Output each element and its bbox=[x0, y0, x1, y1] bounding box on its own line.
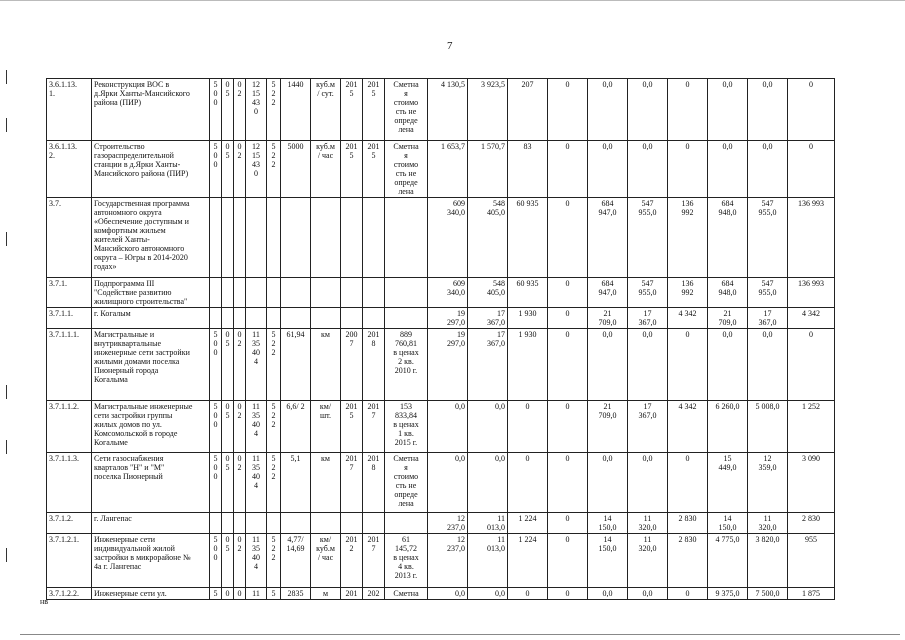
table-cell bbox=[234, 308, 246, 329]
item-code-cell: 3.7.1.2. bbox=[47, 513, 92, 534]
table-cell: 2 830 bbox=[668, 513, 708, 534]
table-cell: 5000 bbox=[281, 141, 311, 198]
table-cell: 17 367,0 bbox=[748, 308, 788, 329]
scan-bottom-edge bbox=[20, 634, 900, 635]
table-cell bbox=[341, 513, 363, 534]
table-cell bbox=[385, 198, 428, 278]
table-cell: 201 5 bbox=[341, 401, 363, 453]
table-cell: 5 0 0 bbox=[210, 534, 222, 588]
table-cell: 5 2 2 bbox=[267, 534, 281, 588]
table-cell: 201 5 bbox=[363, 141, 385, 198]
table-cell: 5 0 0 bbox=[210, 401, 222, 453]
table-cell: км bbox=[311, 453, 341, 513]
table-cell: 2 830 bbox=[788, 513, 835, 534]
table-cell: 609 340,0 bbox=[428, 278, 468, 308]
table-cell: 207 bbox=[508, 79, 548, 141]
table-cell: Сметна я стоимо сть не опреде лена bbox=[385, 79, 428, 141]
table-cell bbox=[234, 278, 246, 308]
table-cell: 547 955,0 bbox=[628, 198, 668, 278]
table-cell: 5 0 0 bbox=[210, 329, 222, 401]
table-row bbox=[47, 308, 835, 329]
table-cell: 5 2 2 bbox=[267, 79, 281, 141]
table-cell: 0 2 bbox=[234, 401, 246, 453]
table-cell bbox=[222, 308, 234, 329]
table-cell bbox=[210, 308, 222, 329]
table-cell: 0 2 bbox=[234, 329, 246, 401]
table-cell bbox=[281, 278, 311, 308]
table-cell: 1440 bbox=[281, 79, 311, 141]
item-name-cell: Магистральные инженерные сети застройки группы жилых домов по ул. Комсомольской в городе Когалыме bbox=[92, 401, 210, 453]
table-cell: 0,0 bbox=[748, 329, 788, 401]
table-cell: 3 090 bbox=[788, 453, 835, 513]
table-cell: 547 955,0 bbox=[748, 278, 788, 308]
table-cell: 11 35 40 4 bbox=[246, 401, 267, 453]
table-cell: 0 5 bbox=[222, 401, 234, 453]
table-cell: 17 367,0 bbox=[628, 401, 668, 453]
table-cell: 0 bbox=[508, 453, 548, 513]
table-cell: 7 500,0 bbox=[748, 588, 788, 600]
table-cell: 19 297,0 bbox=[428, 308, 468, 329]
table-cell: 5,1 bbox=[281, 453, 311, 513]
table-cell: 684 947,0 bbox=[588, 278, 628, 308]
table-cell: 0,0 bbox=[588, 453, 628, 513]
table-cell: 60 935 bbox=[508, 278, 548, 308]
table-cell: 0,0 bbox=[628, 141, 668, 198]
table-cell: 0 2 bbox=[234, 534, 246, 588]
table-cell: 0 bbox=[668, 588, 708, 600]
table-row bbox=[47, 141, 835, 198]
item-name-cell: Инженерные сети ул. bbox=[92, 588, 210, 600]
table-cell: 21 709,0 bbox=[588, 401, 628, 453]
table-cell: 0,0 bbox=[588, 79, 628, 141]
table-cell: 684 948,0 bbox=[708, 278, 748, 308]
table-cell: 9 375,0 bbox=[708, 588, 748, 600]
table-cell bbox=[222, 198, 234, 278]
table-cell: 0 bbox=[548, 513, 588, 534]
table-cell bbox=[210, 513, 222, 534]
item-name-cell: Государственная программа автономного округа «Обеспечение доступным и комфортным жильем жителей Ханты- Мансийского автономного округа – Югры в 2014-2020 годах» bbox=[92, 198, 210, 278]
table-cell: 0 bbox=[548, 79, 588, 141]
table-cell: 0 bbox=[788, 141, 835, 198]
table-cell: 0 5 bbox=[222, 141, 234, 198]
table-cell: 0,0 bbox=[628, 79, 668, 141]
table-cell: 0,0 bbox=[468, 588, 508, 600]
table-cell: м bbox=[311, 588, 341, 600]
table-cell: 201 7 bbox=[363, 534, 385, 588]
table-cell: 0 bbox=[548, 278, 588, 308]
item-code-cell: 3.7.1.1. bbox=[47, 308, 92, 329]
table-cell: куб.м / сут. bbox=[311, 79, 341, 141]
binding-mark bbox=[6, 232, 7, 246]
item-code-cell: 3.7.1.2.1. bbox=[47, 534, 92, 588]
binding-mark bbox=[6, 385, 7, 399]
table-cell: 0,0 bbox=[628, 329, 668, 401]
table-cell: 0 bbox=[222, 588, 234, 600]
table-cell: 889 760,81 в ценах 2 кв. 2010 г. bbox=[385, 329, 428, 401]
table-cell: 201 7 bbox=[341, 453, 363, 513]
table-cell: 11 320,0 bbox=[628, 513, 668, 534]
table-cell: 0,0 bbox=[588, 588, 628, 600]
table-cell: 1 653,7 bbox=[428, 141, 468, 198]
table-cell: 0,0 bbox=[628, 588, 668, 600]
table-cell: 0 bbox=[548, 308, 588, 329]
table-cell: 60 935 bbox=[508, 198, 548, 278]
table-cell: 1 252 bbox=[788, 401, 835, 453]
table-cell: 955 bbox=[788, 534, 835, 588]
table-cell: 201 8 bbox=[363, 453, 385, 513]
table-row bbox=[47, 588, 835, 600]
table-cell bbox=[311, 198, 341, 278]
table-cell: 0 bbox=[668, 329, 708, 401]
table-cell: 201 2 bbox=[341, 534, 363, 588]
table-cell bbox=[222, 278, 234, 308]
table-cell: 2835 bbox=[281, 588, 311, 600]
table-cell: 2 830 bbox=[668, 534, 708, 588]
table-cell: 0,0 bbox=[428, 453, 468, 513]
table-cell bbox=[311, 278, 341, 308]
table-cell: 201 5 bbox=[341, 141, 363, 198]
table-cell: 136 992 bbox=[668, 198, 708, 278]
table-cell: 5 2 2 bbox=[267, 329, 281, 401]
table-cell: 4 130,5 bbox=[428, 79, 468, 141]
table-cell bbox=[341, 278, 363, 308]
table-row bbox=[47, 453, 835, 513]
table-cell: 61,94 bbox=[281, 329, 311, 401]
table-cell: 0,0 bbox=[748, 141, 788, 198]
table-cell: 547 955,0 bbox=[628, 278, 668, 308]
table-cell bbox=[267, 513, 281, 534]
table-cell: 3 923,5 bbox=[468, 79, 508, 141]
table-cell: 5 0 0 bbox=[210, 141, 222, 198]
table-cell: 0 bbox=[508, 588, 548, 600]
table-cell: 11 013,0 bbox=[468, 534, 508, 588]
table-cell: км/ куб.м / час bbox=[311, 534, 341, 588]
table-cell: 4 342 bbox=[788, 308, 835, 329]
table-cell bbox=[363, 278, 385, 308]
table-cell bbox=[281, 198, 311, 278]
table-cell: 201 bbox=[341, 588, 363, 600]
table-cell bbox=[385, 278, 428, 308]
item-name-cell: Сети газоснабжения кварталов "Н" и "М" поселка Пионерный bbox=[92, 453, 210, 513]
table-cell: Сметна я стоимо сть не опреде лена bbox=[385, 453, 428, 513]
table-cell: 200 7 bbox=[341, 329, 363, 401]
table-cell: 0 bbox=[234, 588, 246, 600]
table-cell bbox=[341, 308, 363, 329]
item-name-cell: Реконструкция ВОС в д.Ярки Ханты-Мансийского района (ПИР) bbox=[92, 79, 210, 141]
table-cell: 11 35 40 4 bbox=[246, 534, 267, 588]
table-cell: 5 0 0 bbox=[210, 453, 222, 513]
table-row bbox=[47, 198, 835, 278]
table-cell: 17 367,0 bbox=[468, 329, 508, 401]
table-cell bbox=[311, 308, 341, 329]
table-cell: 0 bbox=[668, 79, 708, 141]
table-cell bbox=[210, 198, 222, 278]
table-cell: 1 930 bbox=[508, 308, 548, 329]
table-cell bbox=[246, 278, 267, 308]
table-cell: 17 367,0 bbox=[468, 308, 508, 329]
item-code-cell: 3.6.1.13. 2. bbox=[47, 141, 92, 198]
table-cell bbox=[311, 513, 341, 534]
item-code-cell: 3.7.1.1.1. bbox=[47, 329, 92, 401]
footer-mark: нв bbox=[40, 597, 49, 606]
table-cell: км bbox=[311, 329, 341, 401]
table-cell: 14 150,0 bbox=[708, 513, 748, 534]
table-cell: 547 955,0 bbox=[748, 198, 788, 278]
table-cell: 0,0 bbox=[468, 453, 508, 513]
table-cell: 6,6/ 2 bbox=[281, 401, 311, 453]
table-cell: 11 320,0 bbox=[628, 534, 668, 588]
table-cell: 548 405,0 bbox=[468, 198, 508, 278]
table-cell: 4 342 bbox=[668, 308, 708, 329]
table-cell bbox=[281, 513, 311, 534]
table-row bbox=[47, 401, 835, 453]
table-cell bbox=[210, 278, 222, 308]
table-cell: 0,0 bbox=[588, 329, 628, 401]
table-cell: 0 bbox=[548, 401, 588, 453]
table-cell: 0 bbox=[548, 198, 588, 278]
table-cell: 201 5 bbox=[341, 79, 363, 141]
table-cell: куб.м / час bbox=[311, 141, 341, 198]
table-cell: 12 237,0 bbox=[428, 513, 468, 534]
table-cell: 0,0 bbox=[588, 141, 628, 198]
table-cell bbox=[363, 198, 385, 278]
table-cell: 83 bbox=[508, 141, 548, 198]
table-row bbox=[47, 329, 835, 401]
table-row bbox=[47, 513, 835, 534]
table-cell: 0 5 bbox=[222, 79, 234, 141]
item-name-cell: Инженерные сети индивидуальной жилой застройки в микрорайоне № 4а г. Лангепас bbox=[92, 534, 210, 588]
table-cell: 136 993 bbox=[788, 198, 835, 278]
item-name-cell: г. Лангепас bbox=[92, 513, 210, 534]
table-cell: 0 bbox=[668, 453, 708, 513]
table-cell: 0 bbox=[668, 141, 708, 198]
item-code-cell: 3.7.1.1.3. bbox=[47, 453, 92, 513]
page-number: 7 bbox=[447, 40, 453, 52]
table-cell: 201 8 bbox=[363, 329, 385, 401]
table-cell: Сметна bbox=[385, 588, 428, 600]
table-cell: 17 367,0 bbox=[628, 308, 668, 329]
table-cell: 5 008,0 bbox=[748, 401, 788, 453]
budget-table bbox=[46, 78, 835, 600]
table-cell: 0 5 bbox=[222, 534, 234, 588]
table-cell: 4,77/ 14,69 bbox=[281, 534, 311, 588]
table-cell: 0,0 bbox=[628, 453, 668, 513]
table-cell: 1 875 bbox=[788, 588, 835, 600]
table-cell: 0 bbox=[788, 79, 835, 141]
table-cell: 11 35 40 4 bbox=[246, 453, 267, 513]
table-cell: 0,0 bbox=[708, 329, 748, 401]
item-code-cell: 3.7. bbox=[47, 198, 92, 278]
table-cell: 11 35 40 4 bbox=[246, 329, 267, 401]
binding-mark bbox=[6, 70, 7, 84]
table-cell: 5 0 0 bbox=[210, 79, 222, 141]
table-cell bbox=[267, 278, 281, 308]
table-cell: 4 342 bbox=[668, 401, 708, 453]
item-code-cell: 3.6.1.13. 1. bbox=[47, 79, 92, 141]
item-code-cell: 3.7.1.2.2. bbox=[47, 588, 92, 600]
table-cell: 0,0 bbox=[428, 401, 468, 453]
scan-top-edge bbox=[0, 0, 905, 1]
table-cell: 0 5 bbox=[222, 453, 234, 513]
table-cell: 201 7 bbox=[363, 401, 385, 453]
table-cell: 0,0 bbox=[748, 79, 788, 141]
table-cell bbox=[363, 513, 385, 534]
table-cell: 12 237,0 bbox=[428, 534, 468, 588]
item-code-cell: 3.7.1. bbox=[47, 278, 92, 308]
table-cell bbox=[234, 198, 246, 278]
table-cell: 3 820,0 bbox=[748, 534, 788, 588]
table-row bbox=[47, 278, 835, 308]
table-cell: 11 bbox=[246, 588, 267, 600]
table-cell bbox=[222, 513, 234, 534]
budget-table-body bbox=[47, 79, 835, 600]
item-name-cell: Магистральные и внутриквартальные инженерные сети застройки жилыми домами поселка Пионерный города Когалыма bbox=[92, 329, 210, 401]
item-code-cell: 3.7.1.1.2. bbox=[47, 401, 92, 453]
table-cell: 6 260,0 bbox=[708, 401, 748, 453]
table-cell: 19 297,0 bbox=[428, 329, 468, 401]
table-cell: 0 bbox=[548, 453, 588, 513]
table-cell: 548 405,0 bbox=[468, 278, 508, 308]
table-cell bbox=[385, 308, 428, 329]
binding-mark bbox=[6, 548, 7, 562]
table-cell: 0 bbox=[548, 329, 588, 401]
table-cell bbox=[385, 513, 428, 534]
table-cell: 0 bbox=[508, 401, 548, 453]
table-cell: 12 15 43 0 bbox=[246, 79, 267, 141]
table-cell: 11 320,0 bbox=[748, 513, 788, 534]
item-name-cell: г. Когалым bbox=[92, 308, 210, 329]
table-cell: 11 013,0 bbox=[468, 513, 508, 534]
binding-mark bbox=[6, 118, 7, 132]
table-cell: 21 709,0 bbox=[708, 308, 748, 329]
table-cell bbox=[246, 198, 267, 278]
item-name-cell: Строительство газораспределительной станции в д.Ярки Ханты- Мансийского района (ПИР) bbox=[92, 141, 210, 198]
table-cell: 0,0 bbox=[428, 588, 468, 600]
table-cell: 0 bbox=[548, 534, 588, 588]
table-cell bbox=[267, 308, 281, 329]
table-cell: 5 bbox=[267, 588, 281, 600]
table-row bbox=[47, 79, 835, 141]
table-cell: 14 150,0 bbox=[588, 534, 628, 588]
table-cell: 0 2 bbox=[234, 453, 246, 513]
table-cell: 684 948,0 bbox=[708, 198, 748, 278]
table-cell: 12 15 43 0 bbox=[246, 141, 267, 198]
table-cell: 1 570,7 bbox=[468, 141, 508, 198]
table-cell bbox=[363, 308, 385, 329]
table-cell: 1 224 bbox=[508, 513, 548, 534]
table-cell bbox=[281, 308, 311, 329]
table-row bbox=[47, 534, 835, 588]
table-cell: 5 bbox=[210, 588, 222, 600]
table-cell: 0 2 bbox=[234, 79, 246, 141]
table-cell: 4 775,0 bbox=[708, 534, 748, 588]
table-cell: 0,0 bbox=[708, 79, 748, 141]
table-cell: 609 340,0 bbox=[428, 198, 468, 278]
table-cell: 5 2 2 bbox=[267, 401, 281, 453]
table-cell: 202 bbox=[363, 588, 385, 600]
table-cell: 0 5 bbox=[222, 329, 234, 401]
table-cell: 201 5 bbox=[363, 79, 385, 141]
table-cell bbox=[267, 198, 281, 278]
table-cell: 684 947,0 bbox=[588, 198, 628, 278]
table-cell: Сметна я стоимо сть не опреде лена bbox=[385, 141, 428, 198]
table-cell bbox=[234, 513, 246, 534]
table-cell: 5 2 2 bbox=[267, 141, 281, 198]
table-cell: км/ шт. bbox=[311, 401, 341, 453]
table-cell: 14 150,0 bbox=[588, 513, 628, 534]
table-cell: 12 359,0 bbox=[748, 453, 788, 513]
table-cell: 21 709,0 bbox=[588, 308, 628, 329]
item-name-cell: Подпрограмма III "Содействие развитию жилищного строительства" bbox=[92, 278, 210, 308]
table-cell: 5 2 2 bbox=[267, 453, 281, 513]
table-cell: 0,0 bbox=[468, 401, 508, 453]
table-cell: 0 2 bbox=[234, 141, 246, 198]
table-cell: 153 833,84 в ценах 1 кв. 2015 г. bbox=[385, 401, 428, 453]
table-cell: 136 993 bbox=[788, 278, 835, 308]
table-cell: 61 145,72 в ценах 4 кв. 2013 г. bbox=[385, 534, 428, 588]
table-cell: 136 992 bbox=[668, 278, 708, 308]
table-cell: 0,0 bbox=[708, 141, 748, 198]
table-cell: 0 bbox=[788, 329, 835, 401]
table-cell: 15 449,0 bbox=[708, 453, 748, 513]
table-cell bbox=[246, 308, 267, 329]
table-cell: 1 224 bbox=[508, 534, 548, 588]
table-cell: 0 bbox=[548, 141, 588, 198]
table-cell: 1 930 bbox=[508, 329, 548, 401]
table-cell bbox=[246, 513, 267, 534]
table-cell: 0 bbox=[548, 588, 588, 600]
binding-mark bbox=[6, 440, 7, 454]
table-cell bbox=[341, 198, 363, 278]
